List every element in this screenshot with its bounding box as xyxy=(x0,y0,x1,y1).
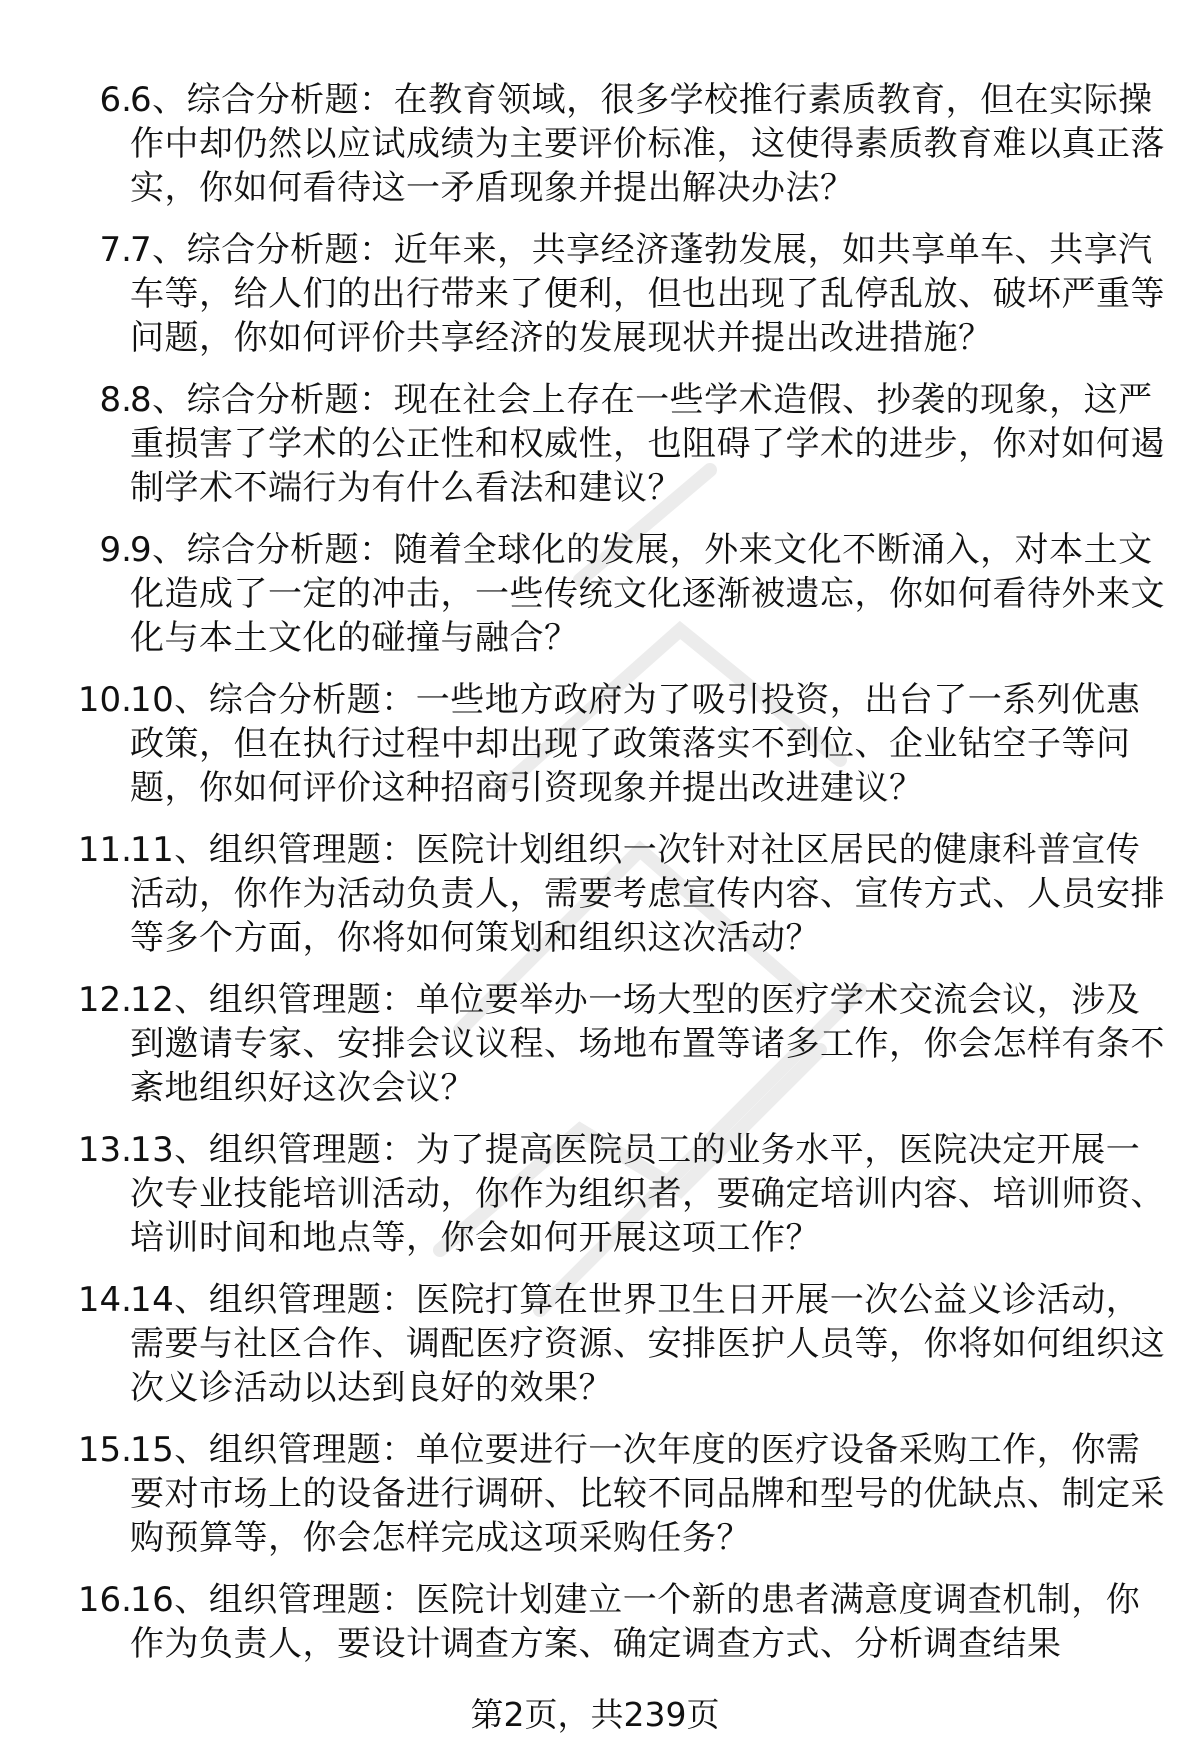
question-item xyxy=(0,78,1190,210)
question-item xyxy=(0,1578,1190,1666)
question-number: 10. xyxy=(77,680,132,720)
question-text: 6、综合分析题：在教育领域，很多学校推行素质教育，但在实际操作中却仍然以应试成绩为主要评价标准，这使得素质教育难以真正落实，你如何看待这一矛盾现象并提出解决办法？ xyxy=(130,80,1165,208)
question-number: 9. xyxy=(99,530,132,570)
question-number: 13. xyxy=(77,1130,132,1170)
question-text: 16、组织管理题：医院计划建立一个新的患者满意度调查机制，你作为负责人，要设计调查方案、确定调查方式、分析调查结果 xyxy=(130,1580,1141,1664)
question-text: 13、组织管理题：为了提高医院员工的业务水平，医院决定开展一次专业技能培训活动，你作为组织者，要确定培训内容、培训师资、培训时间和地点等，你会如何开展这项工作？ xyxy=(130,1130,1165,1258)
page-footer: 第2页，共239页 xyxy=(470,1695,720,1734)
question-item xyxy=(0,1428,1190,1560)
question-text: 11、组织管理题：医院计划组织一次针对社区居民的健康科普宣传活动，你作为活动负责人，需要考虑宣传内容、宣传方式、人员安排等多个方面，你将如何策划和组织这次活动？ xyxy=(130,830,1165,958)
question-text: 10、综合分析题：一些地方政府为了吸引投资，出台了一系列优惠政策，但在执行过程中却出现了政策落实不到位、企业钻空子等问题，你如何评价这种招商引资现象并提出改进建议？ xyxy=(130,680,1141,808)
question-number: 6. xyxy=(99,80,132,120)
question-number: 7. xyxy=(99,230,132,270)
question-item xyxy=(0,1128,1190,1260)
question-item xyxy=(0,528,1190,660)
question-number: 14. xyxy=(77,1280,132,1320)
question-text: 8、综合分析题：现在社会上存在一些学术造假、抄袭的现象，这严重损害了学术的公正性和权威性，也阻碍了学术的进步，你对如何遏制学术不端行为有什么看法和建议？ xyxy=(130,380,1165,508)
question-item xyxy=(0,228,1190,360)
question-text: 14、组织管理题：医院打算在世界卫生日开展一次公益义诊活动，需要与社区合作、调配医疗资源、安排医护人员等，你将如何组织这次义诊活动以达到良好的效果？ xyxy=(130,1280,1165,1408)
question-item xyxy=(0,828,1190,960)
question-number: 8. xyxy=(99,380,132,420)
question-number: 15. xyxy=(77,1430,132,1470)
question-item xyxy=(0,1278,1190,1410)
question-text: 12、组织管理题：单位要举办一场大型的医疗学术交流会议，涉及到邀请专家、安排会议议程、场地布置等诸多工作，你会怎样有条不紊地组织好这次会议？ xyxy=(130,980,1165,1108)
question-item xyxy=(0,378,1190,510)
question-text: 9、综合分析题：随着全球化的发展，外来文化不断涌入，对本土文化造成了一定的冲击，一些传统文化逐渐被遗忘，你如何看待外来文化与本土文化的碰撞与融合？ xyxy=(130,530,1165,658)
question-number: 12. xyxy=(77,980,132,1020)
question-text: 7、综合分析题：近年来，共享经济蓬勃发展，如共享单车、共享汽车等，给人们的出行带来了便利，但也出现了乱停乱放、破坏严重等问题，你如何评价共享经济的发展现状并提出改进措施？ xyxy=(130,230,1165,358)
question-item xyxy=(0,978,1190,1110)
question-number: 16. xyxy=(77,1580,132,1620)
question-item xyxy=(0,678,1190,810)
question-list xyxy=(0,78,1190,1684)
question-text: 15、组织管理题：单位要进行一次年度的医疗设备采购工作，你需要对市场上的设备进行调研、比较不同品牌和型号的优缺点、制定采购预算等，你会怎样完成这项采购任务？ xyxy=(130,1430,1165,1558)
question-number: 11. xyxy=(77,830,132,870)
